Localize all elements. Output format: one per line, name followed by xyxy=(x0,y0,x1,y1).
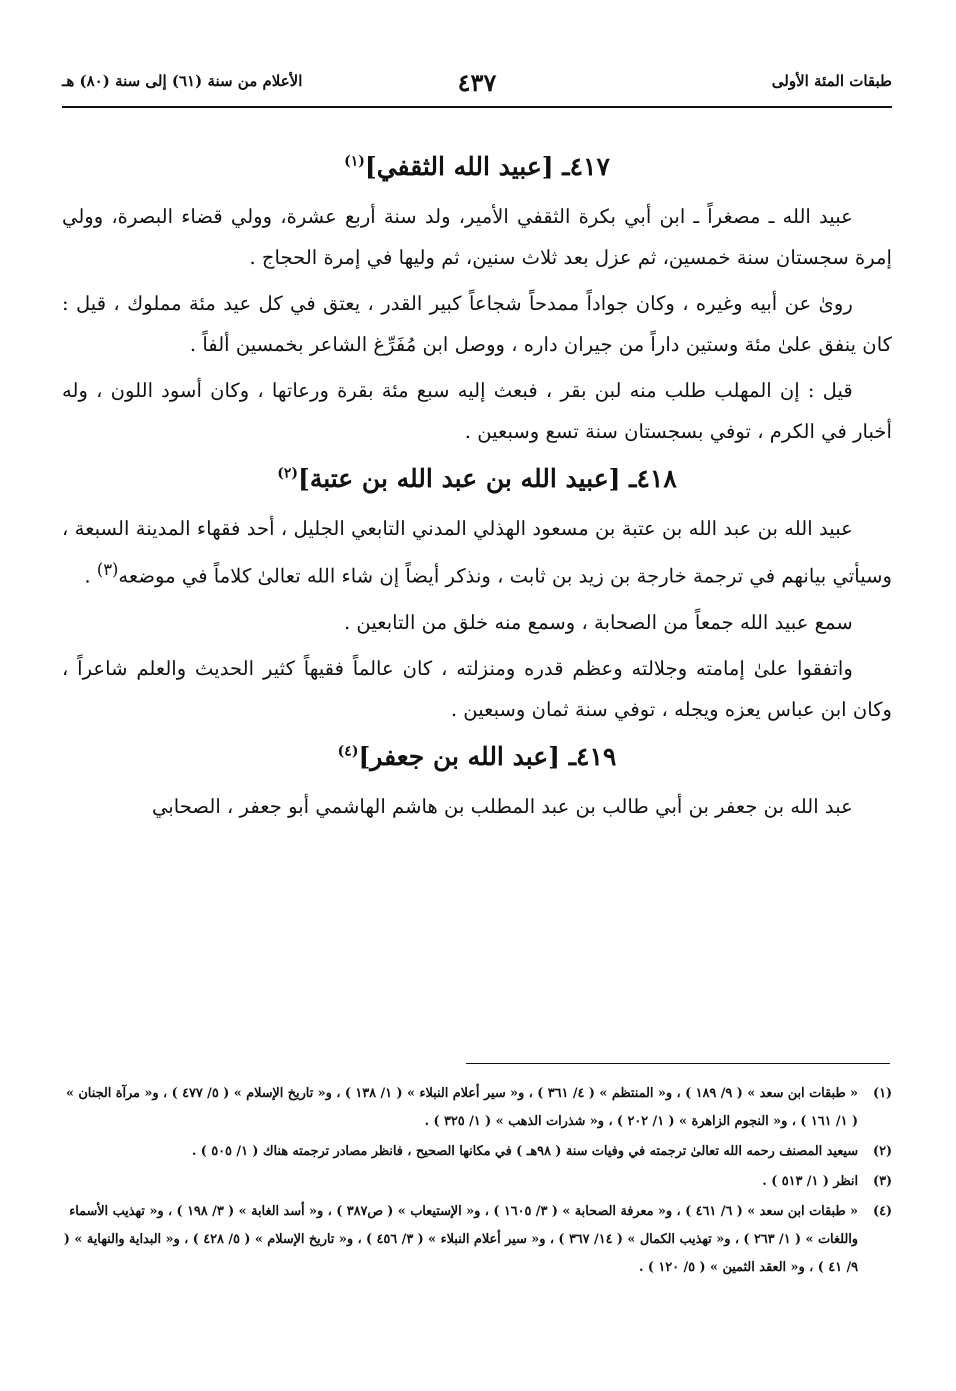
footnote-text: انظر ( ١/ ٥١٣ ) . xyxy=(762,1174,858,1189)
footnotes xyxy=(62,1080,892,1284)
entry-title: ٤١٧ـ [عبيد الله الثقفي]$^{(١)}$ xyxy=(344,152,610,181)
footnote-text: سيعيد المصنف رحمه الله تعالىٰ ترجمته في وفيات سنة ( ٩٨هـ ) في مكانها الصحيح ، فانظر مصادر ترجمته هناك ( ١/ ٥٠٥ ) . xyxy=(191,1144,858,1159)
footnote xyxy=(62,1138,892,1166)
entry-418 xyxy=(62,464,892,730)
entry-title: ٤١٩ـ [عبد الله بن جعفر]$^{(٤)}$ xyxy=(337,742,617,772)
paragraph: عبيد الله ـ مصغراً ـ ابن أبي بكرة الثقفي الأمير، ولد سنة أربع عشرة، وولي قضاء البصرة، وولي إمرة سجستان سنة خمسين، ثم عزل بعد ثلاث سنين، ثم وليها في إمرة الحجاج . xyxy=(62,205,892,269)
paragraph: عبد الله بن جعفر بن أبي طالب بن عبد المطلب بن هاشم الهاشمي أبو جعفر ، الصحابي xyxy=(151,795,853,819)
paragraph: قيل : إن المهلب طلب منه لبن بقر ، فبعث إليه سبع مئة بقرة ورعاتها ، وكان أسود اللون ، وله أخبار في الكرم ، توفي بسجستان سنة تسع وسبعين . xyxy=(62,379,892,443)
footnote-text: « طبقات ابن سعد » ( ٩/ ١٨٩ ) ، و« المنتظم » ( ٤/ ٣٦١ ) ، و« سير أعلام النبلاء » ( ١/ ١٣٨ ) ، و« تاريخ الإسلام » ( ٥/ ٤٧٧ ) ، و« مرآة الجنان » ( ١/ ١٦١ ) ، و« النجوم الزاهرة » ( ١/ ٢٠٢ ) ، و« شذرات الذهب » ( ١/ ٣٢٥ ) . xyxy=(65,1086,858,1129)
page-number: ٤٣٧ xyxy=(457,68,497,97)
entry-417 xyxy=(62,152,892,452)
footnote xyxy=(62,1080,892,1136)
footnote-number: (١) xyxy=(873,1086,892,1101)
footnote-number: (٤) xyxy=(873,1204,892,1219)
footnote-number: (٢) xyxy=(873,1144,892,1159)
running-header xyxy=(62,68,892,102)
footnote xyxy=(62,1168,892,1196)
paragraph: عبيد الله بن عبد الله بن عتبة بن مسعود الهذلي المدني التابعي الجليل ، أحد فقهاء المدينة السبعة ، وسيأتي بيانهم في ترجمة خارجة بن زيد بن ثابت ، ونذكر أيضاً إن شاء الله تعالىٰ كلاماً في موضعه$^{(٣)}$ . xyxy=(62,517,892,588)
entry-title: ٤١٨ـ [عبيد الله بن عبد الله بن عتبة]$^{(٢)}$ xyxy=(277,464,677,493)
footnote-number: (٣) xyxy=(873,1174,892,1189)
header-rule xyxy=(62,106,892,108)
entry-419 xyxy=(62,742,892,828)
paragraph: واتفقوا علىٰ إمامته وجلالته وعظم قدره ومنزلته ، كان عالماً فقيهاً كثير الحديث والعلم شاعراً ، وكان ابن عباس يعزه ويجله ، توفي سنة ثمان وسبعين . xyxy=(62,657,892,721)
footnote-ref: (٢) xyxy=(277,465,298,482)
footnote-text: « طبقات ابن سعد » ( ٦/ ٤٦١ ) ، و« معرفة الصحابة » ( ٣/ ١٦٠٥ ) ، و« الإستيعاب » ( ص٣٨٧ ) ، و« أسد الغابة » ( ٣/ ١٩٨ ) ، و« تهذيب الأسماء واللغات » ( ١/ ٢٦٣ ) ، و« تهذيب الكمال » ( ١٤/ ٣٦٧ ) ، و« سير أعلام النبلاء » ( ٣/ ٤٥٦ ) ، و« تاريخ الإسلام » ( ٥/ ٤٢٨ ) ، و« البداية والنهاية » ( ٩/ ٤١ ) ، و« العقد الثمين » ( ٥/ ١٢٠ ) . xyxy=(63,1204,858,1275)
paragraph: روىٰ عن أبيه وغيره ، وكان جواداً ممدحاً شجاعاً كبير القدر ، يعتق في كل عيد مئة مملوك ، قيل : كان ينفق علىٰ مئة وستين داراً من جيران داره ، ووصل ابن مُفَرِّغ الشاعر بخمسين ألفاً . xyxy=(62,292,892,356)
footnote-rule xyxy=(466,1063,890,1064)
paragraph: سمع عبيد الله جمعاً من الصحابة ، وسمع منه خلق من التابعين . xyxy=(343,610,853,634)
footnote-ref: (٣) xyxy=(96,559,119,579)
footnote xyxy=(62,1198,892,1282)
book-title: طبقات المئة الأولى xyxy=(771,72,892,90)
section-title: الأعلام من سنة (٦١) إلى سنة (٨٠) هـ xyxy=(62,72,303,90)
page-body xyxy=(62,140,892,834)
footnote-ref: (٤) xyxy=(337,743,359,760)
footnote-ref: (١) xyxy=(344,153,365,170)
